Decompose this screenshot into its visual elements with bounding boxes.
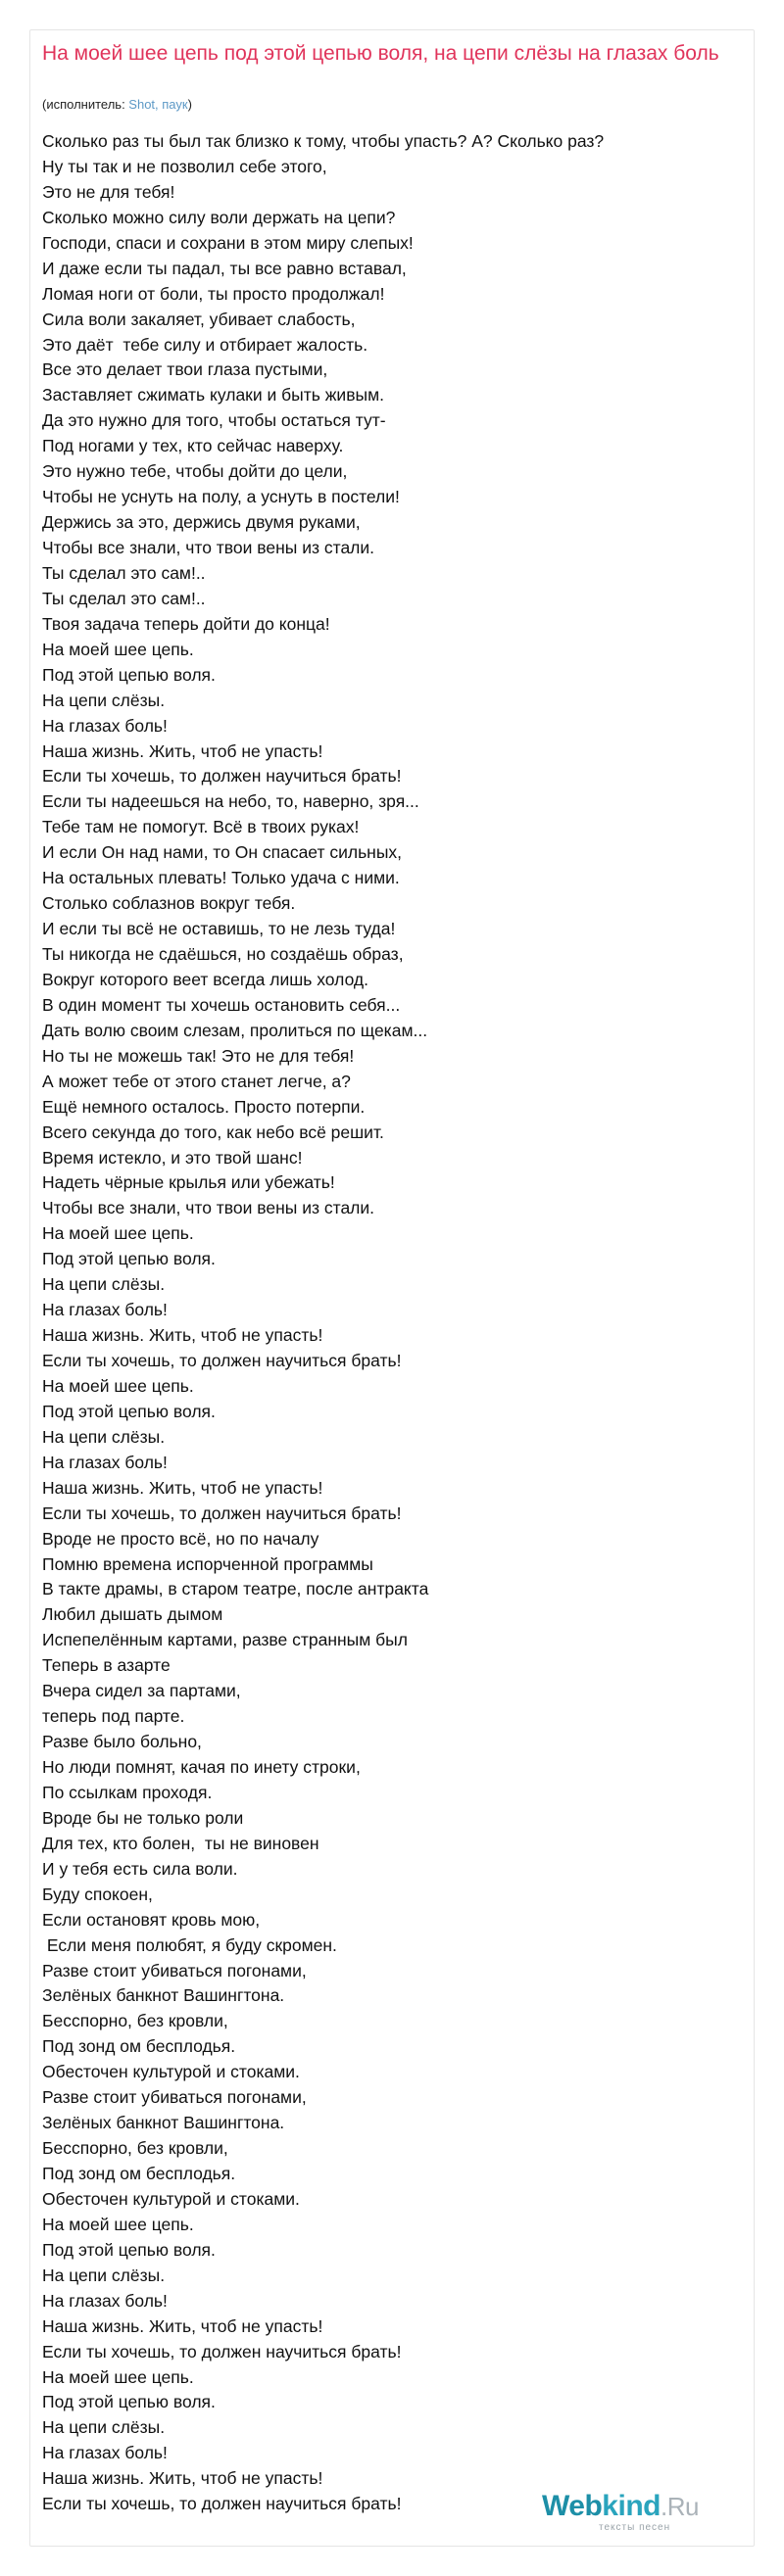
- lyric-line: И если ты всё не оставишь, то не лезь туда!: [42, 919, 396, 939]
- lyric-line: Под этой цепью воля.: [42, 2239, 216, 2260]
- lyric-line: Под этой цепью воля.: [42, 664, 216, 685]
- lyric-line: Вроде не просто всё, но по началу: [42, 1528, 319, 1549]
- lyric-line: Обесточен культурой и стоками.: [42, 2062, 300, 2082]
- lyric-line: Наша жизнь. Жить, чтоб не упасть!: [42, 2315, 323, 2336]
- lyric-line: Наша жизнь. Жить, чтоб не упасть!: [42, 1325, 323, 1346]
- lyric-line: Под этой цепью воля.: [42, 1249, 216, 1269]
- lyric-line: Это не для тебя!: [42, 181, 175, 202]
- logo-web: Web: [542, 2490, 603, 2522]
- webkind-logo[interactable]: [542, 2492, 728, 2535]
- lyric-line: Да это нужно для того, чтобы остаться тут-: [42, 410, 386, 431]
- lyric-line: И если Он над нами, то Он спасает сильных,: [42, 842, 403, 863]
- lyric-line: Наша жизнь. Жить, чтоб не упасть!: [42, 2468, 323, 2489]
- lyric-line: Но ты не можешь так! Это не для тебя!: [42, 1045, 355, 1066]
- lyric-line: Ты сделал это сам!..: [42, 562, 206, 583]
- lyric-line: Вокруг которого веет всегда лишь холод.: [42, 969, 368, 989]
- lyric-line: На моей шее цепь.: [42, 639, 194, 659]
- lyrics-text: [42, 129, 738, 2517]
- lyric-line: На моей шее цепь.: [42, 2366, 194, 2387]
- lyric-line: Вроде бы не только роли: [42, 1807, 244, 1828]
- lyric-line: Помню времена испорченной программы: [42, 1553, 373, 1574]
- lyric-line: В такте драмы, в старом театре, после антракта: [42, 1579, 429, 1599]
- lyric-line: И даже если ты падал, ты все равно вставал,: [42, 258, 407, 278]
- lyric-line: На цепи слёзы.: [42, 2265, 166, 2285]
- lyric-line: Это даёт тебе силу и отбирает жалость.: [42, 334, 368, 355]
- lyric-line: теперь под парте.: [42, 1706, 185, 1727]
- lyric-line: Если ты надеешься на небо, то, наверно, зря...: [42, 791, 419, 812]
- performer-link[interactable]: Shot, паук: [128, 97, 188, 112]
- lyric-line: Столько соблазнов вокруг тебя.: [42, 893, 296, 914]
- lyric-line: Разве стоит убиваться погонами,: [42, 2087, 307, 2108]
- lyric-line: Чтобы все знали, что твои вены из стали.: [42, 1198, 375, 1218]
- lyric-line: Под этой цепью воля.: [42, 1401, 216, 1421]
- lyric-line: Наша жизнь. Жить, чтоб не упасть!: [42, 1477, 323, 1498]
- lyric-line: Если ты хочешь, то должен научиться брать!: [42, 1503, 402, 1523]
- lyric-line: На глазах боль!: [42, 1300, 168, 1320]
- logo-tagline: тексты песен: [599, 2522, 671, 2533]
- lyric-line: Буду спокоен,: [42, 1884, 153, 1904]
- lyric-line: Заставляет сжимать кулаки и быть живым.: [42, 385, 384, 405]
- lyric-line: Сколько раз ты был так близко к тому, чтобы упасть? А? Сколько раз?: [42, 131, 605, 151]
- lyric-line: Бесспорно, без кровли,: [42, 2138, 228, 2159]
- logo-wordmark: [542, 2492, 728, 2521]
- lyric-line: Ну ты так и не позволил себе этого,: [42, 156, 327, 176]
- lyric-line: Ты никогда не сдаёшься, но создаёшь образ,: [42, 944, 404, 964]
- performer-prefix: (исполнитель:: [42, 97, 129, 112]
- lyric-line: Под зонд ом бесплодья.: [42, 2164, 236, 2183]
- lyric-line: Под этой цепью воля.: [42, 2392, 216, 2412]
- lyric-line: Разве было больно,: [42, 1732, 202, 1752]
- lyric-line: Наша жизнь. Жить, чтоб не упасть!: [42, 740, 323, 761]
- lyric-line: Разве стоит убиваться погонами,: [42, 1960, 307, 1980]
- lyric-line: Под зонд ом бесплодья.: [42, 2036, 236, 2057]
- lyric-line: Обесточен культурой и стоками.: [42, 2188, 300, 2209]
- lyric-line: Всего секунда до того, как небо всё решит.: [42, 1121, 384, 1142]
- lyric-line: На глазах боль!: [42, 1452, 168, 1472]
- lyric-line: Если ты хочешь, то должен научиться брать!: [42, 2341, 402, 2361]
- lyric-line: Сколько можно силу воли держать на цепи?: [42, 207, 396, 227]
- lyric-line: Время истекло, и это твой шанс!: [42, 1147, 303, 1168]
- lyric-line: Ты сделал это сам!..: [42, 588, 206, 608]
- performer-suffix: ): [187, 97, 192, 112]
- lyric-line: Чтобы все знали, что твои вены из стали.: [42, 538, 375, 557]
- lyric-line: Твоя задача теперь дойти до конца!: [42, 613, 330, 634]
- lyric-line: На цепи слёзы.: [42, 2417, 166, 2438]
- lyric-line: И у тебя есть сила воли.: [42, 1858, 238, 1879]
- lyric-line: Держись за это, держись двумя руками,: [42, 512, 361, 533]
- lyric-line: Все это делает твои глаза пустыми,: [42, 359, 328, 380]
- logo-kind: kind: [602, 2490, 661, 2522]
- lyric-line: Ещё немного осталось. Просто потерпи.: [42, 1096, 366, 1117]
- lyric-line: Это нужно тебе, чтобы дойти до цели,: [42, 461, 348, 482]
- lyric-line: Зелёных банкнот Вашингтона.: [42, 2113, 285, 2133]
- lyrics-card: [29, 29, 755, 2547]
- lyric-line: Под ногами у тех, кто сейчас наверху.: [42, 436, 344, 456]
- lyric-line: На моей шее цепь.: [42, 1375, 194, 1396]
- lyric-line: Тебе там не помогут. Всё в твоих руках!: [42, 817, 360, 837]
- lyric-line: Любил дышать дымом: [42, 1604, 223, 1625]
- lyric-line: На моей шее цепь.: [42, 1223, 194, 1244]
- lyric-line: Но люди помнят, качая по инету строки,: [42, 1757, 361, 1777]
- lyric-line: Сила воли закаляет, убивает слабость,: [42, 309, 356, 329]
- lyric-line: На цепи слёзы.: [42, 1426, 166, 1447]
- lyric-line: Если остановят кровь мою,: [42, 1909, 261, 1930]
- lyric-line: Надеть чёрные крылья или убежать!: [42, 1172, 335, 1193]
- lyric-line: На глазах боль!: [42, 715, 168, 736]
- lyric-line: Зелёных банкнот Вашингтона.: [42, 1985, 285, 2006]
- lyric-line: А может тебе от этого станет легче, а?: [42, 1071, 351, 1091]
- lyric-line: На моей шее цепь.: [42, 2214, 194, 2234]
- lyric-line: Бесспорно, без кровли,: [42, 2011, 228, 2031]
- lyric-line: Теперь в азарте: [42, 1655, 171, 1676]
- lyric-line: По ссылкам проходя.: [42, 1782, 213, 1802]
- lyric-line: Если ты хочешь, то должен научиться брать!: [42, 1351, 402, 1370]
- lyric-line: Господи, спаси и сохрани в этом миру слепых!: [42, 232, 414, 253]
- lyric-line: Если ты хочешь, то должен научиться брать!: [42, 766, 402, 787]
- lyric-line: Дать волю своим слезам, пролиться по щекам...: [42, 1020, 428, 1040]
- logo-ru: .Ru: [660, 2492, 699, 2521]
- lyric-line: На цепи слёзы.: [42, 690, 166, 710]
- lyric-line: Если меня полюбят, я буду скромен.: [42, 1934, 337, 1955]
- lyric-line: В один момент ты хочешь остановить себя...: [42, 994, 401, 1015]
- lyric-line: На остальных плевать! Только удача с ними.: [42, 868, 400, 888]
- lyric-line: На глазах боль!: [42, 2443, 168, 2463]
- lyric-line: Ломая ноги от боли, ты просто продолжал!: [42, 283, 385, 304]
- lyric-line: На глазах боль!: [42, 2290, 168, 2311]
- lyric-line: Вчера сидел за партами,: [42, 1681, 241, 1701]
- lyric-line: Если ты хочешь, то должен научиться брать!: [42, 2494, 402, 2514]
- performer-line: [42, 97, 192, 113]
- song-title: На моей шее цепь под этой цепью воля, на цепи слёзы на глазах боль: [42, 42, 719, 65]
- lyric-line: Чтобы не уснуть на полу, а уснуть в постели!: [42, 487, 400, 507]
- lyric-line: Для тех, кто болен, ты не виновен: [42, 1833, 319, 1853]
- lyric-line: На цепи слёзы.: [42, 1274, 166, 1295]
- lyric-line: Испепелённым картами, разве странным был: [42, 1630, 408, 1650]
